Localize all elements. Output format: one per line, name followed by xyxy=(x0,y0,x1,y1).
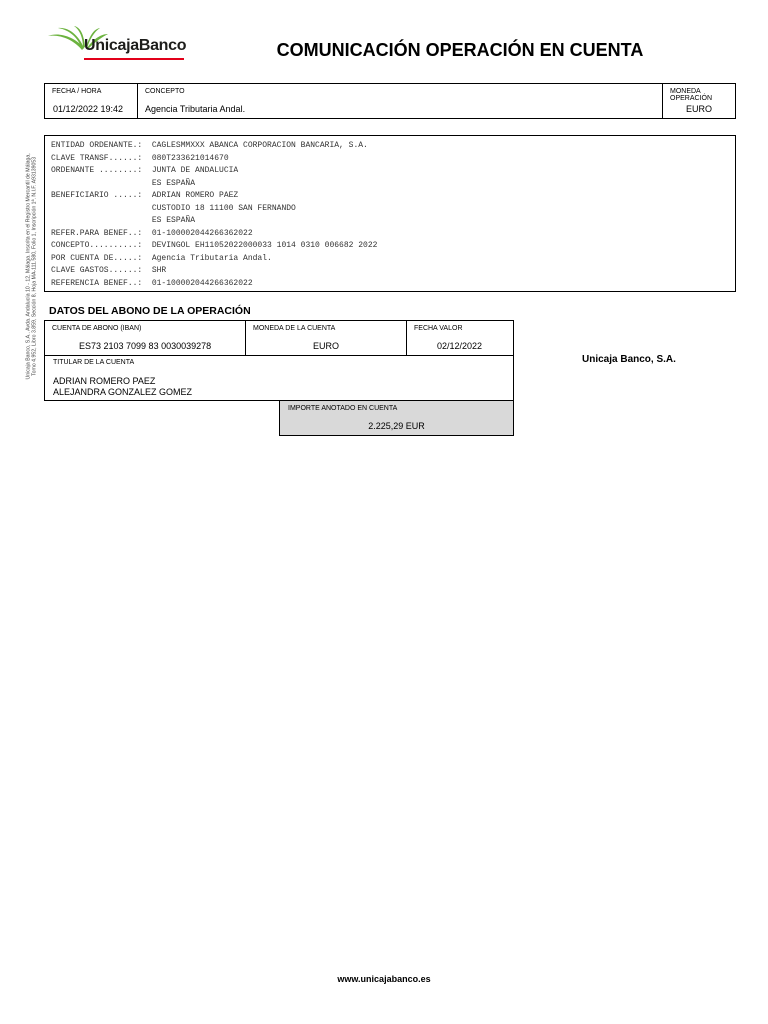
side-legal-line: Unicaja Banco, S.A.. Avda. Andalucía 10 - 12, Málaga. Inscrita en el Registro Mercantil de Málaga, xyxy=(25,153,32,380)
detail-row: ORDENANTE ........: JUNTA DE ANDALUCIA xyxy=(51,166,239,175)
fecha-valor-cell xyxy=(407,321,513,355)
concepto-cell xyxy=(138,84,663,118)
document-title: COMUNICACIÓN OPERACIÓN EN CUENTA xyxy=(276,40,644,60)
detail-row: BENEFICIARIO .....: ADRIAN ROMERO PAEZ xyxy=(51,191,239,200)
operation-details-box xyxy=(44,135,736,292)
logo-text-unicaja: Unicaja xyxy=(84,37,139,54)
side-legal-text xyxy=(26,86,39,446)
fecha-hora-label: FECHA / HORA xyxy=(52,88,102,95)
detail-row: REFERENCIA BENEF..: 01-100002044266362022 xyxy=(51,278,253,288)
detail-row: ENTIDAD ORDENANTE.: CAGLESMMXXX ABANCA CORPORACION BANCARIA, S.A. xyxy=(51,141,368,150)
detail-row: POR CUENTA DE.....: Agencia Tributaria Andal. xyxy=(51,253,272,263)
moneda-operacion-value: EURO xyxy=(685,104,712,114)
bank-name: Unicaja Banco, S.A. xyxy=(582,354,676,365)
fecha-hora-value: 01/12/2022 19:42 xyxy=(53,104,124,114)
moneda-cuenta-value: EURO xyxy=(312,341,339,351)
detail-row: ES ESPAÑA xyxy=(51,216,196,225)
titular-label: TITULAR DE LA CUENTA xyxy=(53,359,135,366)
moneda-cuenta-cell xyxy=(246,321,407,355)
detail-row: REFER.PARA BENEF..: 01-100002044266362022 xyxy=(51,228,253,238)
importe-value: 2.225,29 EUR xyxy=(368,421,425,431)
moneda-operacion-label: MONEDA OPERACIÓN xyxy=(670,88,713,102)
operation-header-table xyxy=(44,83,736,119)
side-legal-line: Tomo 4.952, Libro 3.859, Sección 8, Hoja MA-111.580, Folio 1, Inscripción 1ª. N.I.F. A93139053 xyxy=(32,156,38,376)
cuenta-abono-label: CUENTA DE ABONO (IBAN) xyxy=(52,325,142,332)
detail-row: CUSTODIO 18 11100 SAN FERNANDO xyxy=(51,203,296,213)
titular-name: ADRIAN ROMERO PAEZ xyxy=(53,376,156,386)
footer-url[interactable]: www.unicajabanco.es xyxy=(337,974,431,984)
cuenta-abono-value: ES73 2103 7099 83 0030039278 xyxy=(79,341,212,351)
titular-name: ALEJANDRA GONZALEZ GOMEZ xyxy=(53,387,193,397)
moneda-cuenta-label: MONEDA DE LA CUENTA xyxy=(253,325,336,332)
fecha-valor-value: 02/12/2022 xyxy=(437,341,483,351)
fecha-hora-cell xyxy=(45,84,138,118)
logo-text-banco: Banco xyxy=(138,37,187,54)
concepto-value: Agencia Tributaria Andal. xyxy=(145,104,246,114)
abono-table xyxy=(44,320,514,356)
detail-row: CLAVE TRANSF......: 080T233621014670 xyxy=(51,153,229,163)
importe-box xyxy=(279,400,514,436)
titular-box xyxy=(44,355,514,401)
importe-label: IMPORTE ANOTADO EN CUENTA xyxy=(288,405,398,412)
concepto-label: CONCEPTO xyxy=(145,88,185,95)
cuenta-abono-cell xyxy=(45,321,246,355)
fecha-valor-label: FECHA VALOR xyxy=(414,325,463,332)
abono-section-title: DATOS DEL ABONO DE LA OPERACIÓN xyxy=(49,305,251,317)
detail-row: ES ESPAÑA xyxy=(51,178,196,188)
detail-row: CONCEPTO..........: DEVINGOL EH11052022000033 1014 0310 006682 2022 xyxy=(51,241,378,250)
moneda-operacion-cell xyxy=(663,84,735,118)
logo-wordmark xyxy=(84,37,186,55)
detail-row: CLAVE GASTOS......: SHR xyxy=(51,266,167,275)
logo-underline xyxy=(84,58,184,60)
